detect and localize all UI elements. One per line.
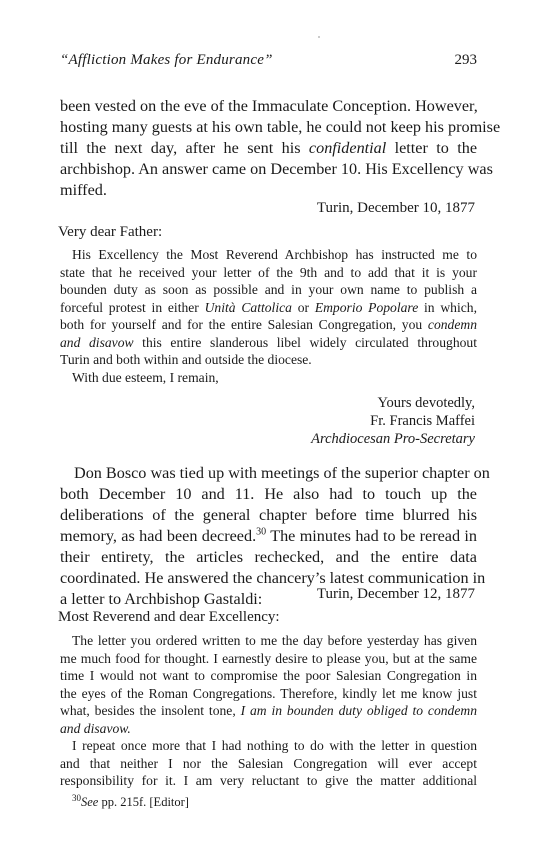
letter1-dateline: Turin, December 10, 1877 xyxy=(316,200,475,216)
text-line: the eyes of the Roman Congregations. Therefore, kindly let me know just xyxy=(60,685,477,701)
text-line: hosting many guests at his own table, he could not keep his promise xyxy=(60,118,501,136)
text-line: both December 10 and 11. He also had to touch up the xyxy=(60,485,477,503)
text-line: been vested on the eve of the Immaculate Conception. However, xyxy=(60,97,478,115)
running-header-title: “Affliction Makes for Endurance” xyxy=(60,52,273,68)
text-line: deliberations of the general chapter before time blurred his xyxy=(60,506,477,524)
text-line: responsibility for it. I am very reluctant to give the matter additional xyxy=(60,773,477,788)
page-number: 293 xyxy=(454,52,477,68)
text-line: bounden duty as soon as possible and in your own name to publish a xyxy=(60,282,477,297)
text-line: and that neither I nor the Salesian Congregation will ever accept xyxy=(60,755,477,771)
text-line: time I would not want to compromise the poor Salesian Congregation in xyxy=(60,668,477,683)
text-line: I repeat once more that I had nothing to do with the letter in question xyxy=(72,738,477,753)
closing-line: Yours devotedly, xyxy=(377,395,475,411)
text-line: With due esteem, I remain, xyxy=(72,369,219,385)
text-line: miffed. xyxy=(60,181,107,199)
intro-paragraph xyxy=(60,96,501,201)
text-line: Turin and both within and outside the diocese. xyxy=(60,352,312,367)
letter1-salutation: Very dear Father: xyxy=(58,224,163,240)
letter1-body xyxy=(60,246,477,386)
text-line: both for yourself and for the entire Salesian Congregation, you condemn xyxy=(60,317,477,332)
footnote: $^{30}$See pp. 215f. [Editor] xyxy=(72,793,189,810)
text-line: The letter you ordered written to me the day before yesterday has given xyxy=(72,633,477,648)
text-line: state that he received your letter of the 9th and to add that it is your xyxy=(60,264,477,280)
text-line: what, besides the insolent tone, I am in bounden duty obliged to condemn xyxy=(60,703,477,718)
text-line: me much food for thought. I earnestly desire to please you, but at the same xyxy=(60,650,477,666)
text-line: their entirety, the articles rechecked, and the entire data xyxy=(60,548,477,566)
letter2-dateline: Turin, December 12, 1877 xyxy=(316,586,475,602)
text-line: archbishop. An answer came on December 10. His Excellency was xyxy=(60,160,493,178)
text-line: His Excellency the Most Reverend Archbishop has instructed me to xyxy=(72,247,477,262)
text-line: coordinated. He answered the chancery’s latest communication in xyxy=(60,569,486,587)
text-line: Don Bosco was tied up with meetings of the superior chapter on xyxy=(74,464,490,482)
footnote-reference: 30 xyxy=(256,526,267,538)
letter2-salutation: Most Reverend and dear Excellency: xyxy=(58,609,280,625)
closing-line: Archdiocesan Pro-Secretary xyxy=(311,431,475,447)
scan-speck xyxy=(318,36,320,38)
footnote-number: 30 xyxy=(72,793,81,803)
letter1-closing xyxy=(311,394,475,448)
letter2-body xyxy=(60,632,477,790)
text-line: a letter to Archbishop Gastaldi: xyxy=(60,590,263,608)
closing-line: Fr. Francis Maffei xyxy=(370,413,475,429)
text-line: forceful protest in either Unità Cattolica or Emporio Popolare in which, xyxy=(60,299,477,315)
text-line: memory, as had been decreed.$^{30}$ The minutes had to be reread in xyxy=(60,526,478,545)
text-line: and disavow. xyxy=(60,720,131,736)
text-line: and disavow this entire slanderous libel widely circulated throughout xyxy=(60,334,477,350)
text-line: till the next day, after he sent his confidential letter to the xyxy=(60,139,477,157)
